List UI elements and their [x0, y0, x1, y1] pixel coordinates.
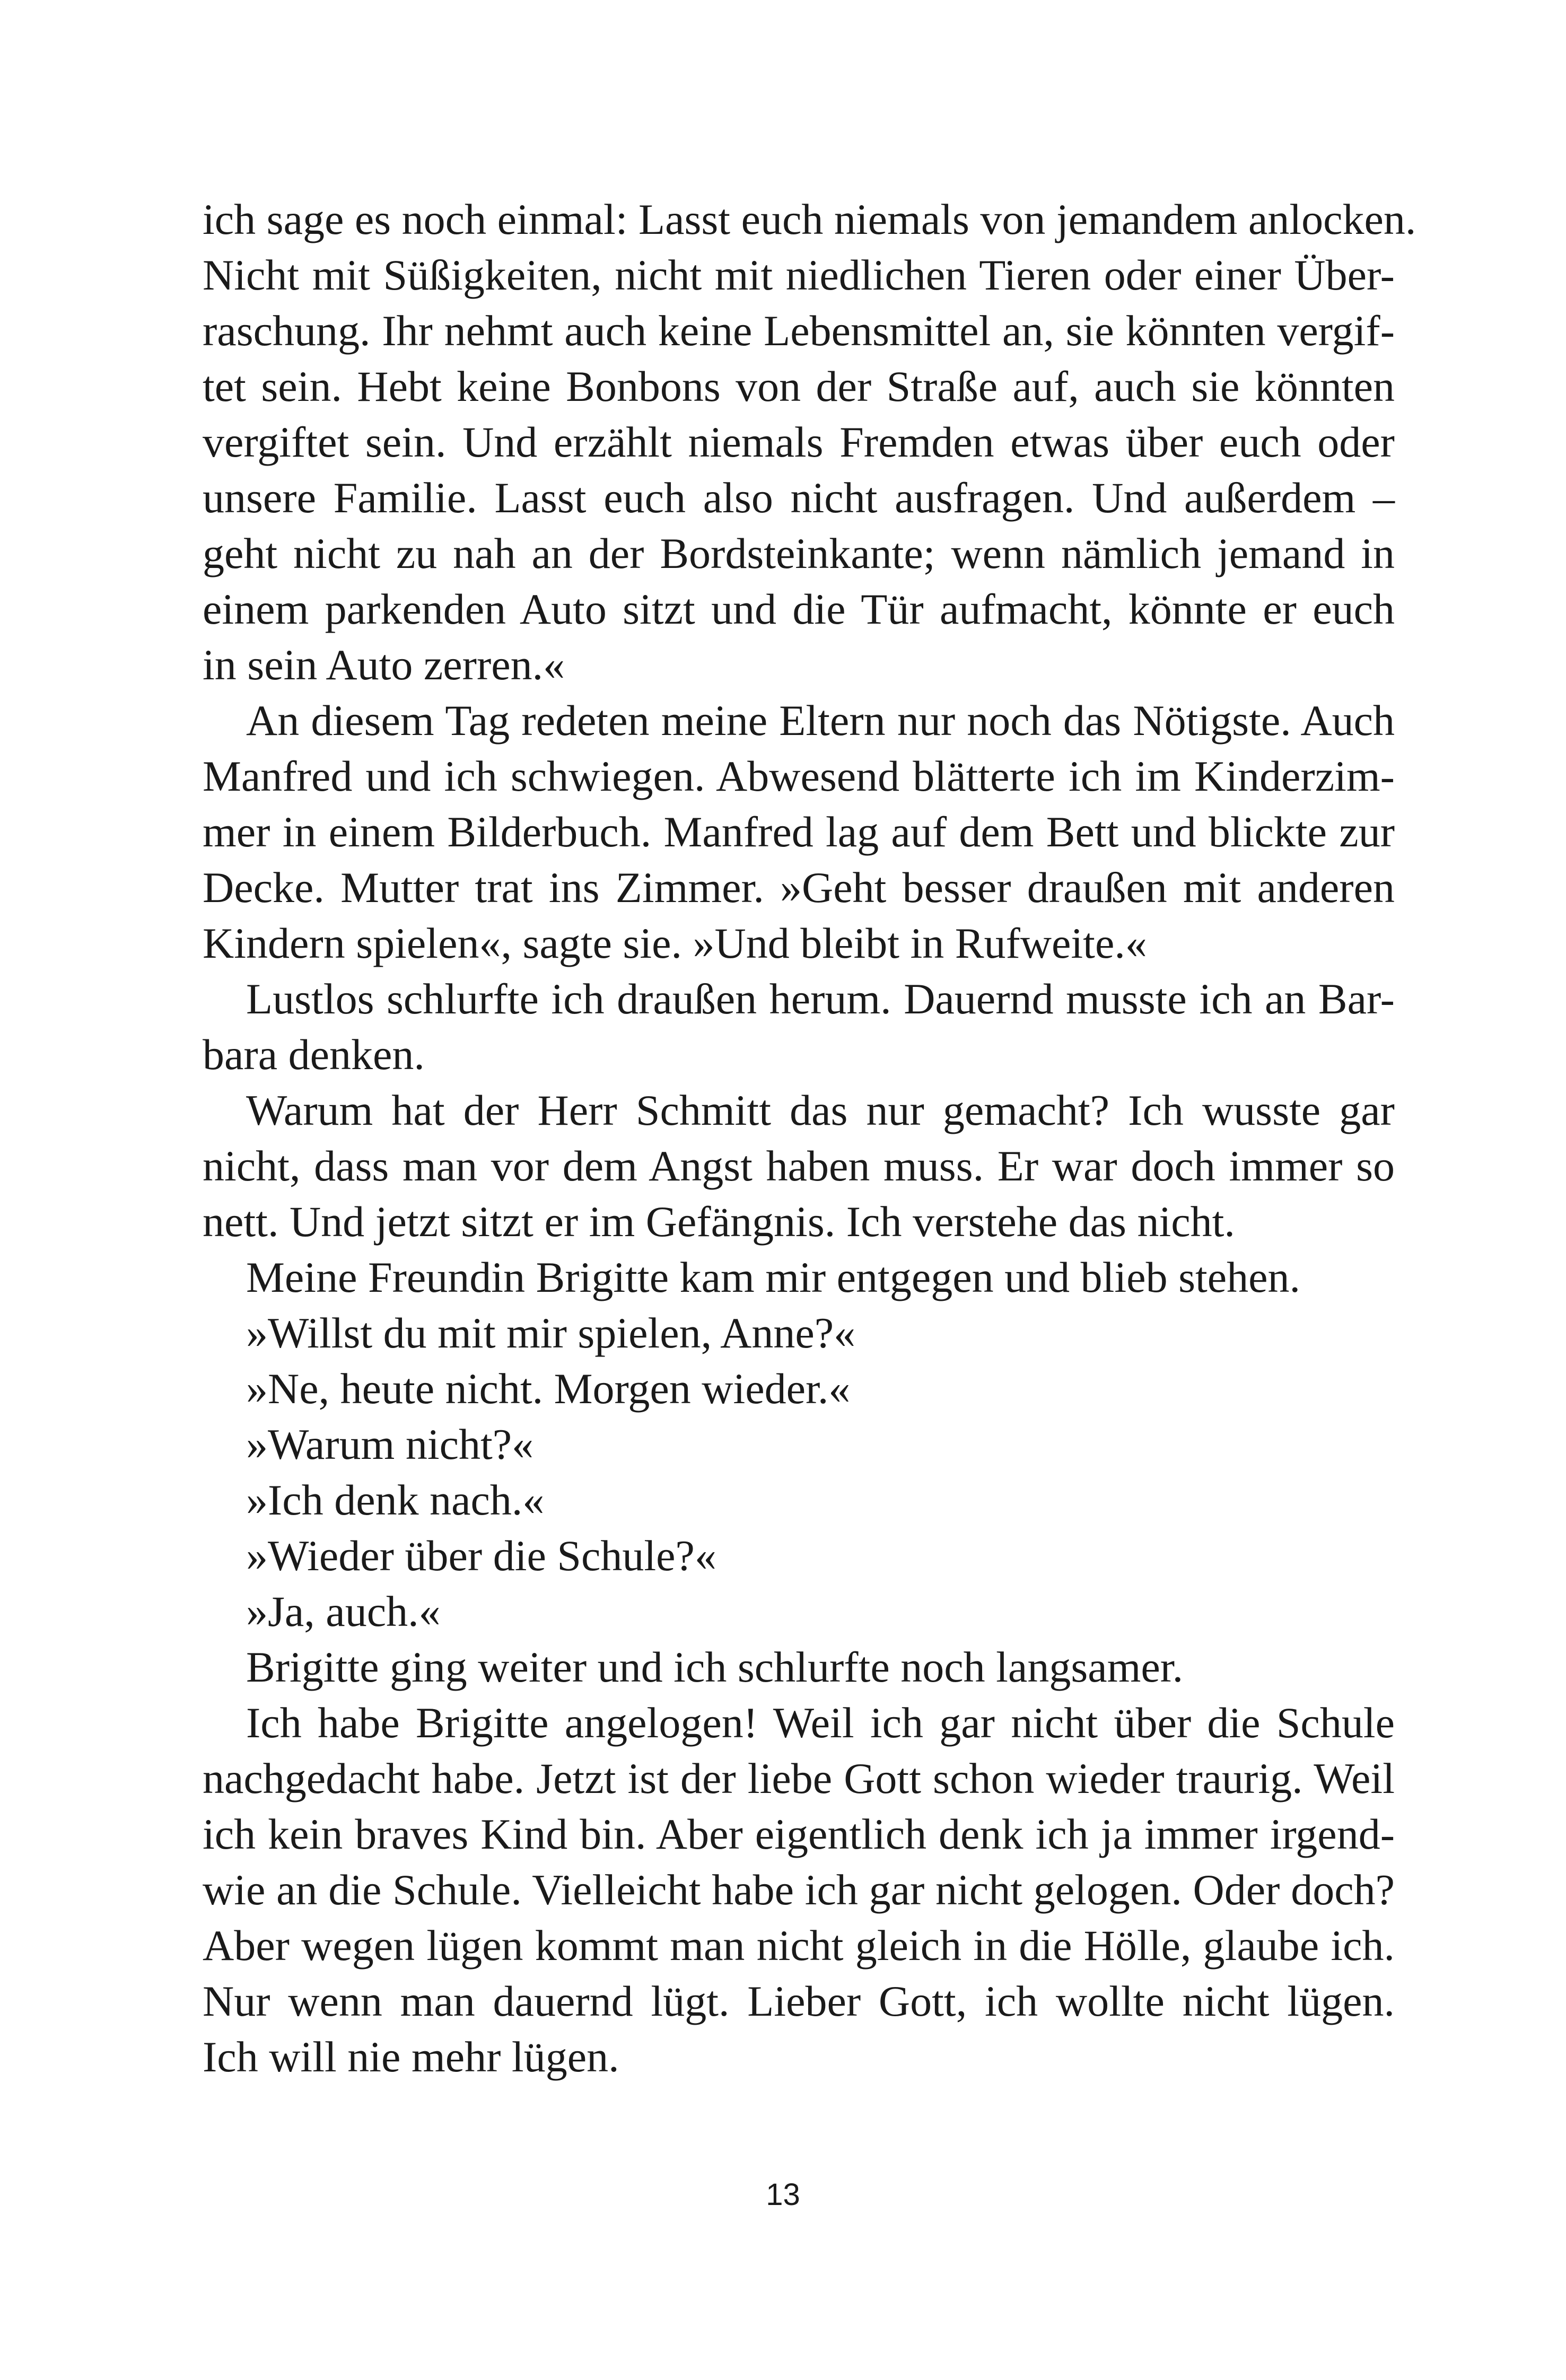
text-line: Manfred und ich schwiegen. Abwesend blätterte ich im Kinderzim- [203, 752, 1395, 800]
text-line: »Warum nicht?« [246, 1420, 534, 1468]
text-line: Nicht mit Süßigkeiten, nicht mit niedlichen Tieren oder einer Über- [203, 251, 1395, 299]
text-line: nett. Und jetzt sitzt er im Gefängnis. Ich verstehe das nicht. [203, 1197, 1235, 1246]
text-line: ich kein braves Kind bin. Aber eigentlich denk ich ja immer irgend- [203, 1810, 1395, 1858]
text-line: tet sein. Hebt keine Bonbons von der Straße auf, auch sie könnten [203, 362, 1395, 410]
book-page-body [203, 191, 1416, 2085]
text-line: Lustlos schlurfte ich draußen herum. Dauernd musste ich an Bar- [246, 975, 1395, 1023]
text-line: vergiftet sein. Und erzählt niemals Fremden etwas über euch oder [203, 418, 1395, 466]
text-line: mer in einem Bilderbuch. Manfred lag auf dem Bett und blickte zur [203, 808, 1395, 856]
text-line: Brigitte ging weiter und ich schlurfte noch langsamer. [246, 1643, 1184, 1691]
text-line: Aber wegen lügen kommt man nicht gleich in die Hölle, glaube ich. [203, 1921, 1395, 1970]
text-line: einem parkenden Auto sitzt und die Tür aufmacht, könnte er euch [203, 585, 1395, 633]
text-line: »Ne, heute nicht. Morgen wieder.« [246, 1364, 851, 1413]
text-line: Ich will nie mehr lügen. [203, 2033, 619, 2081]
text-line: »Willst du mit mir spielen, Anne?« [246, 1309, 856, 1357]
text-line: »Ja, auch.« [246, 1587, 441, 1635]
text-line: nachgedacht habe. Jetzt ist der liebe Gott schon wieder traurig. Weil [203, 1754, 1395, 1802]
text-line: ich sage es noch einmal: Lasst euch niemals von jemandem anlocken. [203, 195, 1416, 243]
text-line: »Ich denk nach.« [246, 1476, 545, 1524]
text-line: Ich habe Brigitte angelogen! Weil ich gar nicht über die Schule [246, 1699, 1395, 1747]
text-line: nicht, dass man vor dem Angst haben muss. Er war doch immer so [203, 1142, 1395, 1190]
text-line: wie an die Schule. Vielleicht habe ich gar nicht gelogen. Oder doch? [203, 1866, 1395, 1914]
text-line: Kindern spielen«, sagte sie. »Und bleibt in Rufweite.« [203, 919, 1147, 967]
text-line: »Wieder über die Schule?« [246, 1532, 716, 1580]
text-line: geht nicht zu nah an der Bordsteinkante; wenn nämlich jemand in [203, 529, 1395, 578]
text-line: An diesem Tag redeten meine Eltern nur noch das Nötigste. Auch [246, 696, 1395, 745]
text-line: Nur wenn man dauernd lügt. Lieber Gott, ich wollte nicht lügen. [203, 1977, 1395, 2025]
text-line: Meine Freundin Brigitte kam mir entgegen und blieb stehen. [246, 1253, 1301, 1301]
text-line: in sein Auto zerren.« [203, 641, 565, 689]
text-line: Warum hat der Herr Schmitt das nur gemacht? Ich wusste gar [246, 1086, 1395, 1134]
text-line: raschung. Ihr nehmt auch keine Lebensmittel an, sie könnten vergif- [203, 307, 1395, 355]
text-line: unsere Familie. Lasst euch also nicht ausfragen. Und außerdem – [203, 474, 1395, 522]
text-line: bara denken. [203, 1030, 425, 1079]
page-number: 13 [766, 2177, 800, 2212]
text-line: Decke. Mutter trat ins Zimmer. »Geht besser draußen mit anderen [203, 863, 1395, 912]
